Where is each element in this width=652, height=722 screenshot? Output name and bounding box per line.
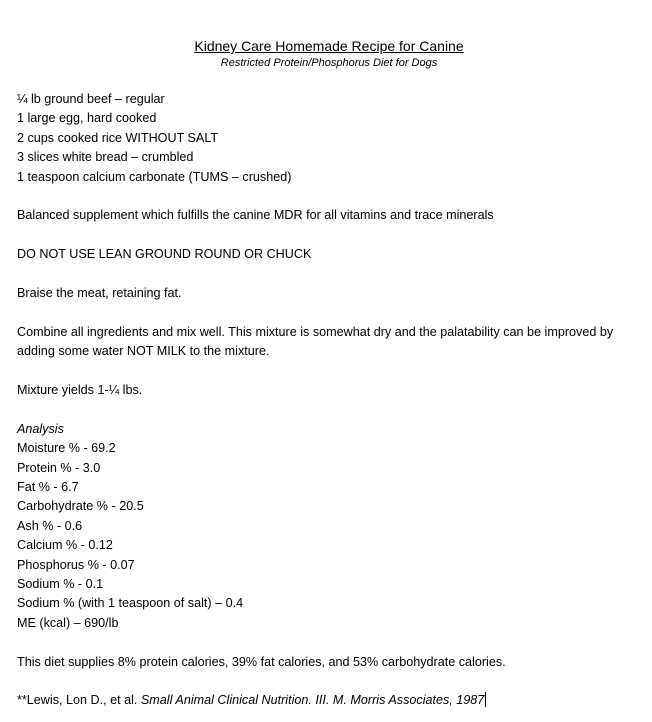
analysis-heading: Analysis xyxy=(17,421,64,436)
citation-authors: **Lewis, Lon D., et al. xyxy=(17,693,141,708)
ingredient-line: 1 large egg, hard cooked xyxy=(17,111,157,126)
document-subtitle: Restricted Protein/Phosphorus Diet for Dogs xyxy=(220,57,438,69)
blank-line xyxy=(17,672,647,691)
blank-line xyxy=(17,187,647,206)
citation-source: Small Animal Clinical Nutrition. III. M. Morris Associates, 1987 xyxy=(140,693,485,708)
blank-line xyxy=(17,362,647,381)
document-body xyxy=(17,90,647,711)
ingredient-line: 2 cups cooked rice WITHOUT SALT xyxy=(17,130,219,145)
analysis-item: Moisture % - 69.2 xyxy=(17,441,116,456)
blank-line xyxy=(17,400,647,419)
analysis-item: Fat % - 6.7 xyxy=(17,480,79,495)
analysis-item: Protein % - 3.0 xyxy=(17,460,101,475)
yield-note: Mixture yields 1-¼ lbs. xyxy=(17,383,143,398)
analysis-item: Sodium % (with 1 teaspoon of salt) – 0.4 xyxy=(17,596,244,611)
calorie-summary: This diet supplies 8% protein calories, 39% fat calories, and 53% carbohydrate calories. xyxy=(17,654,506,669)
blank-line xyxy=(17,226,647,245)
text-cursor xyxy=(485,692,486,707)
blank-line xyxy=(17,303,647,322)
supplement-note: Balanced supplement which fulfills the canine MDR for all vitamins and trace minerals xyxy=(17,208,494,223)
analysis-item: Phosphorus % - 0.07 xyxy=(17,557,135,572)
analysis-item: Calcium % - 0.12 xyxy=(17,538,113,553)
ingredient-line: 1 teaspoon calcium carbonate (TUMS – crushed) xyxy=(17,169,292,184)
braise-instruction: Braise the meat, retaining fat. xyxy=(17,286,182,301)
combine-instruction: Combine all ingredients and mix well. This mixture is somewhat dry and the palatability can be improved by adding some water NOT MILK to the mixture. xyxy=(17,324,614,359)
analysis-item: ME (kcal) – 690/lb xyxy=(17,615,119,630)
blank-line xyxy=(17,265,647,284)
ingredient-line: 3 slices white bread – crumbled xyxy=(17,150,194,165)
analysis-item: Ash % - 0.6 xyxy=(17,518,83,533)
document-title: Kidney Care Homemade Recipe for Canine xyxy=(194,38,464,54)
analysis-item: Sodium % - 0.1 xyxy=(17,577,104,592)
citation[interactable] xyxy=(17,691,647,710)
analysis-item: Carbohydrate % - 20.5 xyxy=(17,499,144,514)
blank-line xyxy=(17,633,647,652)
ingredient-line: ¼ lb ground beef – regular xyxy=(17,92,165,106)
warning-note: DO NOT USE LEAN GROUND ROUND OR CHUCK xyxy=(17,247,312,262)
